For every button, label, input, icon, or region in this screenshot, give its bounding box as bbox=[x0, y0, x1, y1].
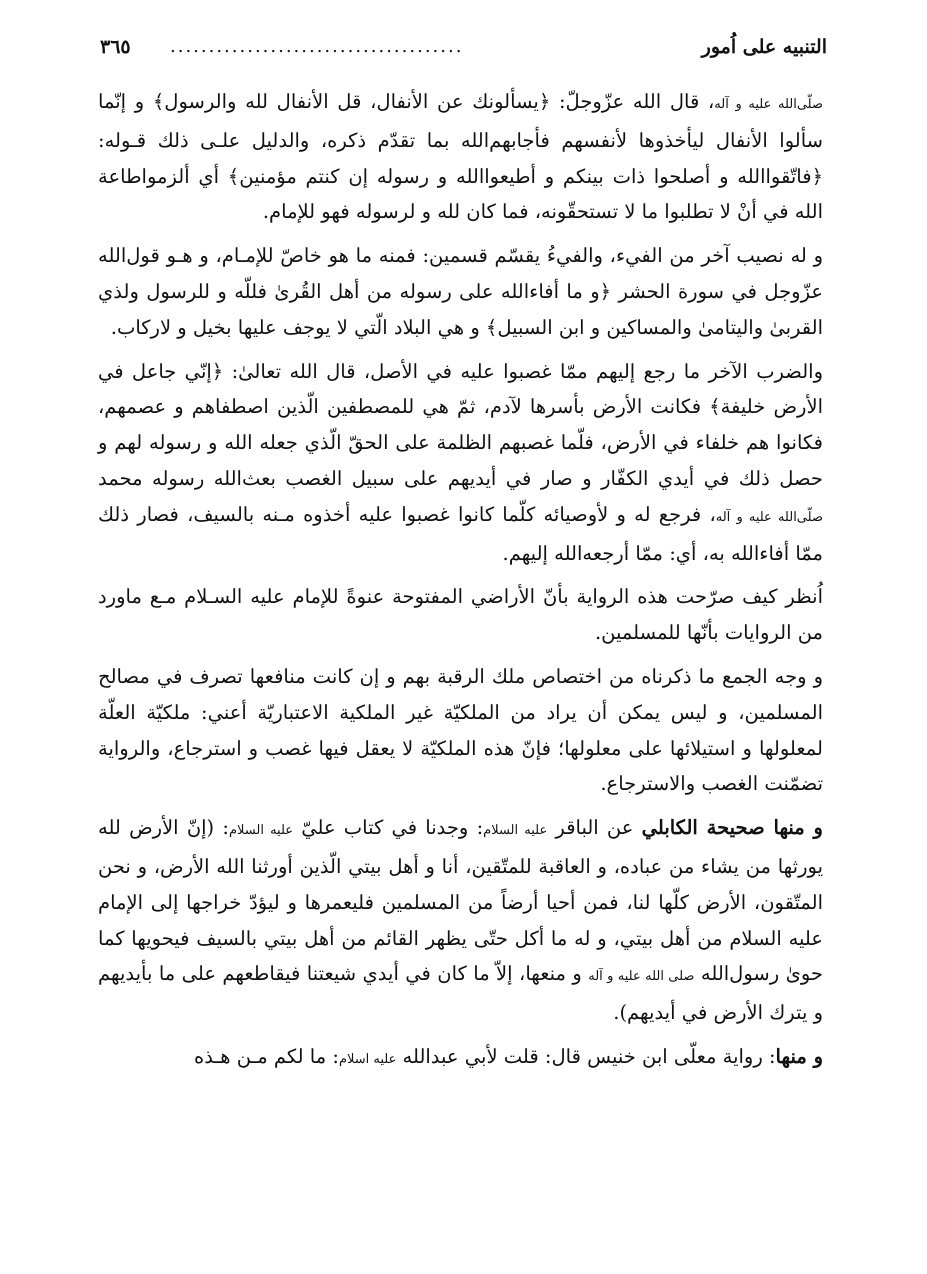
paragraph-text: و منعها، إلاّ ما كان في أيدي شيعتنا فيقاطعهم على ما بأيديهم و يترك الأرض في أيديهم). bbox=[98, 962, 823, 1025]
header-leader-dots: ...................................... bbox=[170, 36, 464, 57]
page-header bbox=[100, 30, 827, 66]
paragraph-text: ، قال الله عزّوجلّ: ﴿يسألونك عن الأنفال، قل الأنفال لله والرسول﴾ و إنّما سألوا الأنفال ليأخذوها لأنفسهم فأجابهم‌الله بما تقدّم ذكره، والدليل علـى ذلك قـوله: ﴿فاتّقوا‌الله و أصلحوا ذات بينكم و أطيعوا‌الله و رسوله إن كنتم مؤمنين﴾ أي ألزموا‌طاعة الله في أنْ لا تطلبوا ما لا تستحقّونه، فما كان لله و لرسوله فهو للإمام. bbox=[98, 90, 823, 224]
honorific-text: صلّى‌الله عليه و آله bbox=[715, 509, 823, 525]
honorific-text: صلّى‌الله عليه و آله bbox=[714, 97, 823, 112]
bold-lead-text: و منها bbox=[775, 1044, 823, 1068]
paragraph-text: اُنظر كيف صرّحت هذه الرواية بأنّ الأراضي المفتوحة عنوةً للإمام عليه السـلام مـع ماورد من الروايات بأنّها للمسلمين. bbox=[98, 585, 823, 645]
paragraph-text: عن الباقر bbox=[547, 816, 642, 840]
paragraph bbox=[98, 579, 823, 651]
page-number: ٣٦٥ bbox=[100, 36, 131, 58]
paragraph bbox=[98, 238, 823, 345]
paragraph-text: ، فرجع له و لأوصيائه كلّما كانوا غصبوا عليه أخذوه مـنه بالسيف، فصار ذلك ممّا أفاء‌الله به، أي: ممّا أرجعه‌الله إليهم. bbox=[98, 502, 823, 565]
running-title: التنبيه على اُمور bbox=[701, 36, 827, 58]
honorific-text: عليه اسلام bbox=[338, 1051, 397, 1067]
paragraph-text: : ما لكم مـن هـذه bbox=[194, 1044, 339, 1068]
paragraph bbox=[98, 84, 823, 230]
honorific-text: عليه السلام bbox=[483, 823, 548, 839]
paragraph-text: : وجدنا في كتاب عليّ bbox=[293, 816, 484, 840]
paragraph bbox=[98, 659, 823, 802]
paragraph bbox=[98, 354, 823, 572]
body-text bbox=[98, 84, 823, 1234]
paragraph-text: و وجه الجمع ما ذكرناه من اختصاص ملك الرقبة بهم و إن كانت منافعها تصرف في مصالح المسلمين، و ليس يمكن أن يراد من الملكيّة غير الملكية الاعتباريّة أعني: ملكيّة العلّة لمعلولها و استيلائها على معلولها؛ فإنّ هذه الملكيّة لا يعقل فيها غصب و استرجاع، والرواية تضمّنت الغصب والاسترجاع. bbox=[98, 664, 823, 796]
honorific-text: عليه السلام bbox=[228, 823, 294, 839]
honorific-text: صلى الله عليه و آله bbox=[588, 969, 695, 985]
paragraph bbox=[98, 1039, 823, 1078]
bold-lead-text: و منها صحيحة الكابلي bbox=[641, 816, 823, 840]
paragraph bbox=[98, 810, 823, 1031]
paragraph-text: : (إنّ الأرض لله يورثها من يشاء من عباده، و العاقبة للمتّقين، أنا و أهل بيتي الّذين أورثنا الله الأرض، و نحن المتّقون، الأرض كلّها لنا، فمن أحيا أرضاً من المسلمين فليعمرها و ليؤدّ خراجها إلى الإمام عليه السلام من أهل بيتي، و له ما أكل حتّى يظهر القائم من أهل بيتي بالسيف فيحويها كما حوىٰ رسول‌الله bbox=[98, 816, 823, 986]
paragraph-text: والضرب الآخر ما رجع إليهم ممّا غصبوا عليه في الأصل، قال الله تعالىٰ: ﴿إنّي جاعل في الأرض خليفة﴾ فكانت الأرض بأسرها لآدم، ثمّ هي للمصطفين الّذين اصطفاهم و عصمهم، فكانوا هم خلفاء في الأرض، فلّما غصبهم الظلمة على الحقّ الّذي جعله الله و رسوله لهم و حصل ذلك في أيدي الكفّار و صار في أيديهم على سبيل الغصب بعث‌الله رسوله محمد bbox=[98, 359, 823, 490]
paragraph-text: : رواية معلّى ابن خنيس قال: قلت لأبي عبدالله bbox=[396, 1044, 776, 1068]
paragraph-text: و له نصيب آخر من الفيء، والفيءُ يقسّم قسمين: فمنه ما هو خاصّ للإمـام، و هـو قول‌الله عزّوجل في سورة الحشر ﴿و ما أفاء‌الله على رسوله من أهل القُرىٰ فللّه و للرسول ولذي القربىٰ واليتامىٰ والمساكين و ابن السبيل﴾ و هي البلاد الّتي لا يوجف عليها بخيل و لاركاب. bbox=[98, 244, 823, 339]
